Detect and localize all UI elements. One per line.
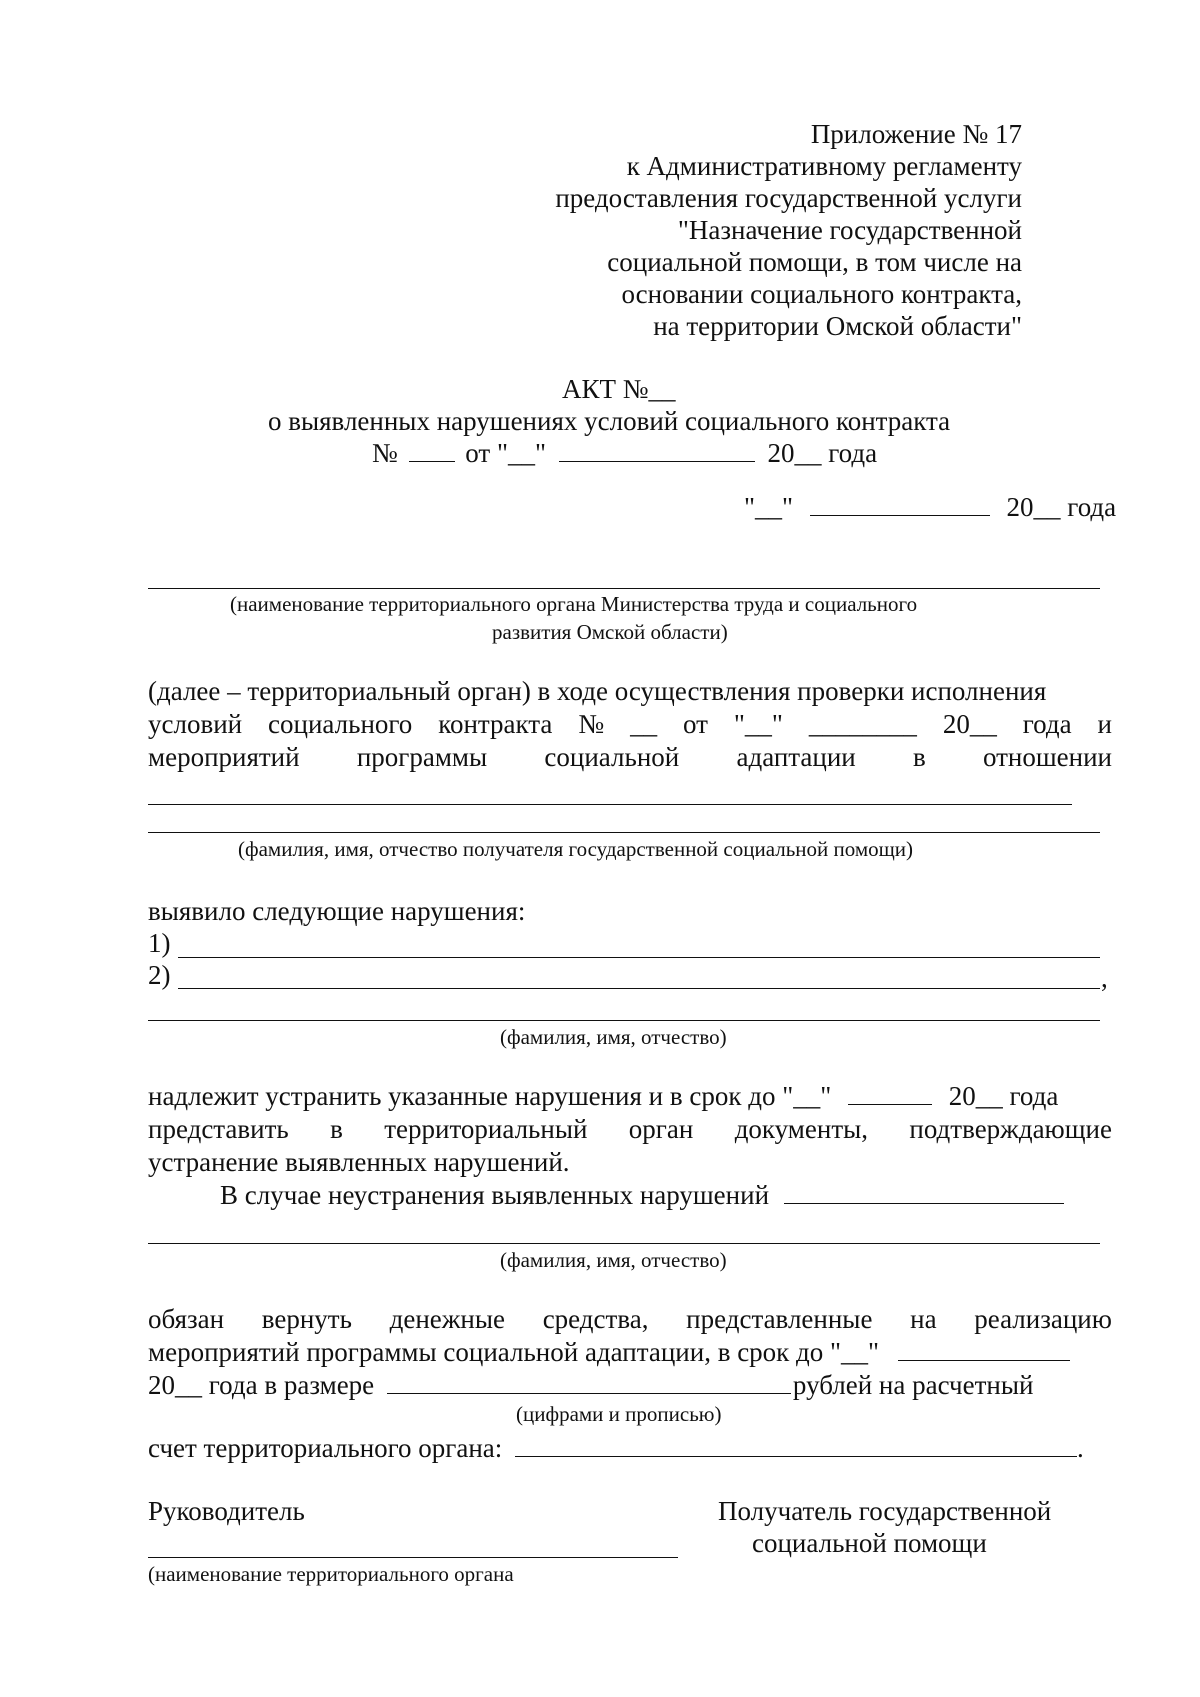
word: на	[910, 1304, 937, 1334]
word: представить	[148, 1114, 289, 1144]
body3-line3-start: 20__ года в размере	[148, 1370, 375, 1400]
word: мероприятий	[148, 742, 300, 772]
contract-month-blank[interactable]	[559, 437, 755, 462]
responsible-person-blank[interactable]	[784, 1179, 1064, 1204]
body1-line1: (далее – территориальный орган) в ходе осуществления проверки исполнения	[148, 676, 1047, 706]
body2-line1-year: 20__ года	[948, 1081, 1059, 1111]
word: в	[912, 742, 926, 772]
contract-number-label: №	[372, 438, 398, 468]
body3-line4-end: .	[1077, 1433, 1084, 1463]
body2-line4	[220, 1179, 1064, 1211]
word: "__"	[733, 709, 783, 739]
fio-caption-1: (фамилия, имя, отчество)	[500, 1025, 727, 1049]
annex-number: Приложение № 17	[810, 119, 1022, 149]
word: в	[330, 1114, 343, 1144]
annex-line: к Административному регламенту	[626, 151, 1022, 181]
word: денежные	[389, 1304, 505, 1334]
head-label: Руководитель	[148, 1496, 305, 1526]
fio-line-2[interactable]	[148, 1243, 1100, 1244]
recipient-caption: (фамилия, имя, отчество получателя государственной социальной помощи)	[238, 837, 914, 861]
body1-line3	[148, 741, 1112, 773]
body1-line2	[148, 708, 1112, 740]
violation-item-2-comma: ,	[1101, 963, 1108, 993]
refund-deadline-blank[interactable]	[898, 1336, 1070, 1361]
word: и	[1097, 709, 1112, 739]
act-subtitle: о выявленных нарушениях условий социального контракта	[268, 406, 951, 436]
word: социальной	[544, 742, 680, 772]
word: обязан	[148, 1304, 225, 1334]
annex-line: социальной помощи, в том числе на	[607, 247, 1022, 277]
body3-line2	[148, 1336, 1070, 1368]
word: реализацию	[974, 1304, 1112, 1334]
recipient-line-1[interactable]	[148, 804, 1072, 805]
org-name-line[interactable]	[148, 588, 1100, 589]
body3-line3-end: рублей на расчетный	[792, 1370, 1034, 1400]
body3-line4-text: счет территориального органа:	[148, 1433, 503, 1463]
word: подтверждающие	[909, 1114, 1112, 1144]
body2-line1	[148, 1080, 1058, 1112]
body2-line1-text: надлежит устранить указанные нарушения и в срок до "__"	[148, 1081, 832, 1111]
org-caption-line2: развития Омской области)	[492, 620, 728, 644]
body2-line3: устранение выявленных нарушений.	[148, 1147, 570, 1177]
org-caption-line1: (наименование территориального органа Министерства труда и социального	[230, 592, 918, 616]
contract-date-label: от "__"	[465, 438, 547, 468]
annex-line: предоставления государственной услуги	[555, 183, 1022, 213]
word: социального	[268, 709, 413, 739]
word: адаптации	[736, 742, 856, 772]
recipient-signature-label-1: Получатель государственной	[718, 1496, 1052, 1526]
word: ________	[808, 709, 917, 739]
violation-item-2-line[interactable]	[178, 988, 1100, 989]
word: средства,	[542, 1304, 649, 1334]
body3-line2-text: мероприятий программы социальной адаптации, в срок до "__"	[148, 1337, 880, 1367]
annex-line: основании социального контракта,	[621, 279, 1022, 309]
word: орган	[628, 1114, 694, 1144]
head-caption: (наименование территориального органа	[148, 1562, 514, 1586]
word: №	[578, 709, 605, 739]
fio-caption-2: (фамилия, имя, отчество)	[500, 1248, 727, 1272]
body3-line4	[148, 1432, 1084, 1464]
refund-amount-blank[interactable]	[387, 1369, 791, 1394]
body3-line1	[148, 1303, 1112, 1335]
head-signature-line[interactable]	[148, 1557, 678, 1558]
word: отношении	[982, 742, 1112, 772]
act-date	[744, 491, 1116, 523]
word: условий	[148, 709, 243, 739]
violations-heading: выявило следующие нарушения:	[148, 896, 526, 926]
contract-year: 20__ года	[767, 438, 878, 468]
account-blank[interactable]	[515, 1432, 1077, 1457]
word: года	[1022, 709, 1072, 739]
word: представленные	[686, 1304, 873, 1334]
word: территориальный	[384, 1114, 588, 1144]
contract-reference	[372, 437, 877, 469]
body2-line4-text: В случае неустранения выявленных нарушений	[220, 1180, 770, 1210]
act-date-month-blank[interactable]	[810, 491, 990, 516]
word: от	[683, 709, 708, 739]
act-date-year: 20__ года	[1006, 492, 1117, 522]
annex-line: на территории Омской области"	[653, 311, 1022, 341]
recipient-line-2[interactable]	[148, 832, 1100, 833]
act-title: АКТ №__	[562, 374, 676, 404]
deadline-month-blank[interactable]	[848, 1080, 932, 1105]
contract-number-blank[interactable]	[409, 437, 455, 462]
body3-line3	[148, 1369, 1033, 1401]
word: __	[630, 709, 658, 739]
word: документы,	[734, 1114, 869, 1144]
word: контракта	[438, 709, 553, 739]
violation-item-1-label: 1)	[148, 928, 171, 958]
annex-line: "Назначение государственной	[677, 215, 1022, 245]
amount-caption: (цифрами и прописью)	[516, 1402, 722, 1426]
fio-line-1[interactable]	[148, 1020, 1100, 1021]
word: программы	[356, 742, 488, 772]
word: вернуть	[261, 1304, 352, 1334]
act-date-day: "__"	[744, 492, 794, 522]
violation-item-2-label: 2)	[148, 960, 171, 990]
body2-line2	[148, 1113, 1112, 1145]
word: 20__	[942, 709, 997, 739]
recipient-signature-label-2: социальной помощи	[752, 1528, 987, 1558]
violation-item-1-line[interactable]	[178, 957, 1100, 958]
